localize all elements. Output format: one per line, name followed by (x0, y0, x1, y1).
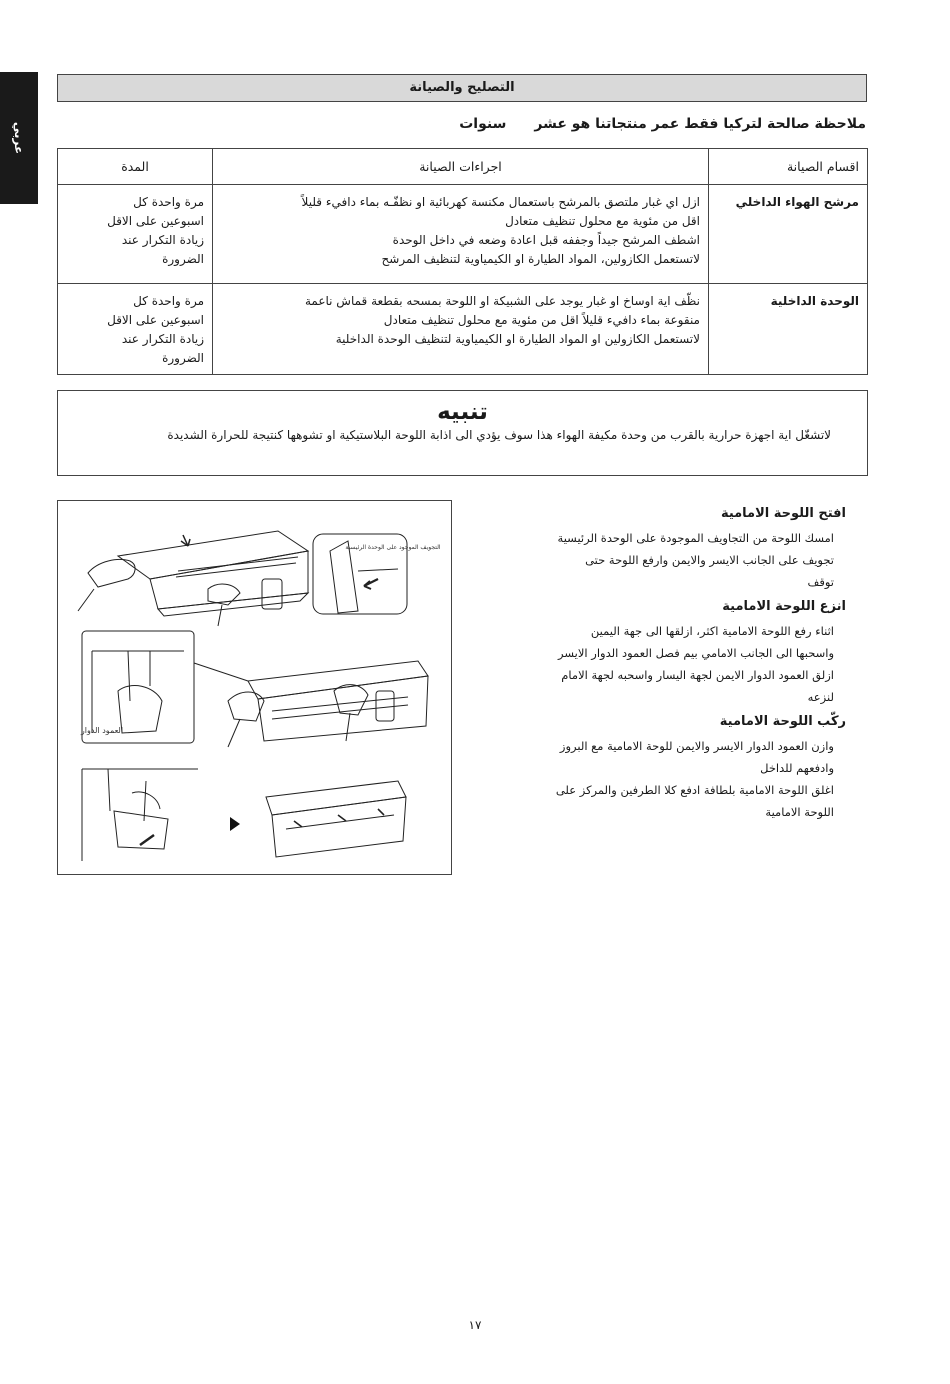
row-procedures (213, 185, 709, 284)
step-line: اغلق اللوحة الامامية بلطافة ادفع كلا الطرفين والمركز على (555, 783, 834, 797)
step-line: امسك اللوحة من التجاويف الموجودة على الوحدة الرئيسية (557, 531, 834, 545)
procedure-line: ازل اي غبار ملتصق بالمرشح باستعمال مكنسة كهربائية او نظفّـه بماء دافيء قليلاً (301, 195, 700, 209)
duration-line: زيادة التكرار عند (121, 233, 204, 247)
table-row (58, 284, 868, 375)
play-arrow-icon (230, 817, 240, 831)
step-line: تجويف على الجانب الايسر والايمن وارفع اللوحة حتى (585, 553, 834, 567)
table-header-row (58, 149, 868, 185)
step-line: وازن العمود الدوار الايسر والايمن للوحة الامامية مع البروز (559, 739, 834, 753)
step-line: اثناء رفع اللوحة الامامية اكثر، ازلقها الى جهة اليمين (590, 624, 834, 638)
open-panel-drawing (78, 531, 308, 626)
header-procedures: اجراءات الصيانة (213, 149, 709, 185)
duration-line: زيادة التكرار عند (121, 332, 204, 346)
attach-panel-drawing (82, 769, 406, 861)
row-duration (58, 185, 213, 284)
remove-panel-drawing (82, 631, 428, 747)
header-duration: المدة (58, 149, 213, 185)
page-title: التصليح والصيانة (57, 74, 867, 102)
step-line: توقف (807, 575, 834, 589)
procedure-line: اقل من مئوية مع محلول تنظيف متعادل (505, 214, 700, 228)
row-section: مرشح الهواء الداخلي (709, 185, 868, 284)
panel-steps (470, 503, 846, 826)
illustration-panel (57, 500, 452, 875)
procedure-line: نظّف اية اوساخ او غبار يوجد على الشبيكة او اللوحة بمسحه بقطعة قماش ناعمة (304, 294, 700, 308)
procedure-line: اشطف المرشح جيداً وجففه قبل اعادة وضعه في داخل الوحدة (392, 233, 700, 247)
warranty-note-text: ملاحظة صالحة لتركيا فقط عمر منتجاتنا هو عشر (534, 116, 866, 132)
duration-line: اسبوعين على الاقل (107, 313, 204, 327)
duration-line: الضرورة (162, 252, 204, 266)
step-line: اللوحة الامامية (765, 805, 834, 819)
duration-line: مرة واحدة كل (133, 294, 204, 308)
duration-line: الضرورة (162, 351, 204, 365)
step-line: لنزعه (807, 690, 834, 704)
language-tab-label: عربي (12, 121, 26, 155)
maintenance-table (57, 148, 868, 375)
step-title: ركّب اللوحة الامامية (719, 714, 846, 729)
step-open-panel (470, 503, 846, 593)
header-section: اقسام الصيانة (709, 149, 868, 185)
page-number: ١٧ (468, 1318, 482, 1332)
row-duration (58, 284, 213, 375)
warranty-note-years: سنوات (459, 116, 507, 132)
caution-box (57, 390, 868, 476)
caution-text: لاتشغّل اية اجهزة حرارية بالقرب من وحدة مكيفة الهواء هذا سوف يؤدي الى اذابة اللوحة البلاستيكية او تشوهها كنتيجة للحرارة الشديدة (167, 428, 831, 442)
step-line: ازلق العمود الدوار الايمن لجهة اليسار واسحبه لجهة الامام (561, 668, 834, 682)
duration-line: مرة واحدة كل (133, 195, 204, 209)
procedure-line: منقوعة بماء دافيء قليلاً اقل من مئوية مع محلول تنظيف متعادل (383, 313, 700, 327)
step-line: واسحبها الى الجانب الامامي بيم فصل العمود الدوار الايسر (558, 646, 834, 660)
language-tab (0, 72, 38, 204)
procedure-line: لاتستعمل الكازولين، المواد الطيارة او الكيمياوية لتنظيف المرشح (381, 252, 700, 266)
row-section: الوحدة الداخلية (709, 284, 868, 375)
step-title: افتح اللوحة الامامية (720, 506, 846, 521)
row-procedures (213, 284, 709, 375)
step-attach-panel (470, 711, 846, 823)
step-remove-panel (470, 596, 846, 708)
front-panel-illustration (58, 501, 451, 874)
step-line: وادفعهم للداخل (760, 761, 834, 775)
cavity-caption: التجويف الموجود على الوحدة الرئيسية (345, 544, 441, 551)
step-title: انزع اللوحة الامامية (722, 599, 846, 614)
procedure-line: لاتستعمل الكازولين او المواد الطيارة او الكيمياوية لتنظيف الوحدة الداخلية (335, 332, 700, 346)
duration-line: اسبوعين على الاقل (107, 214, 204, 228)
table-row (58, 185, 868, 284)
pivot-shaft-label: العمود الدوار (80, 726, 124, 735)
warranty-note (459, 116, 866, 132)
caution-title: تنبيه (437, 399, 488, 425)
